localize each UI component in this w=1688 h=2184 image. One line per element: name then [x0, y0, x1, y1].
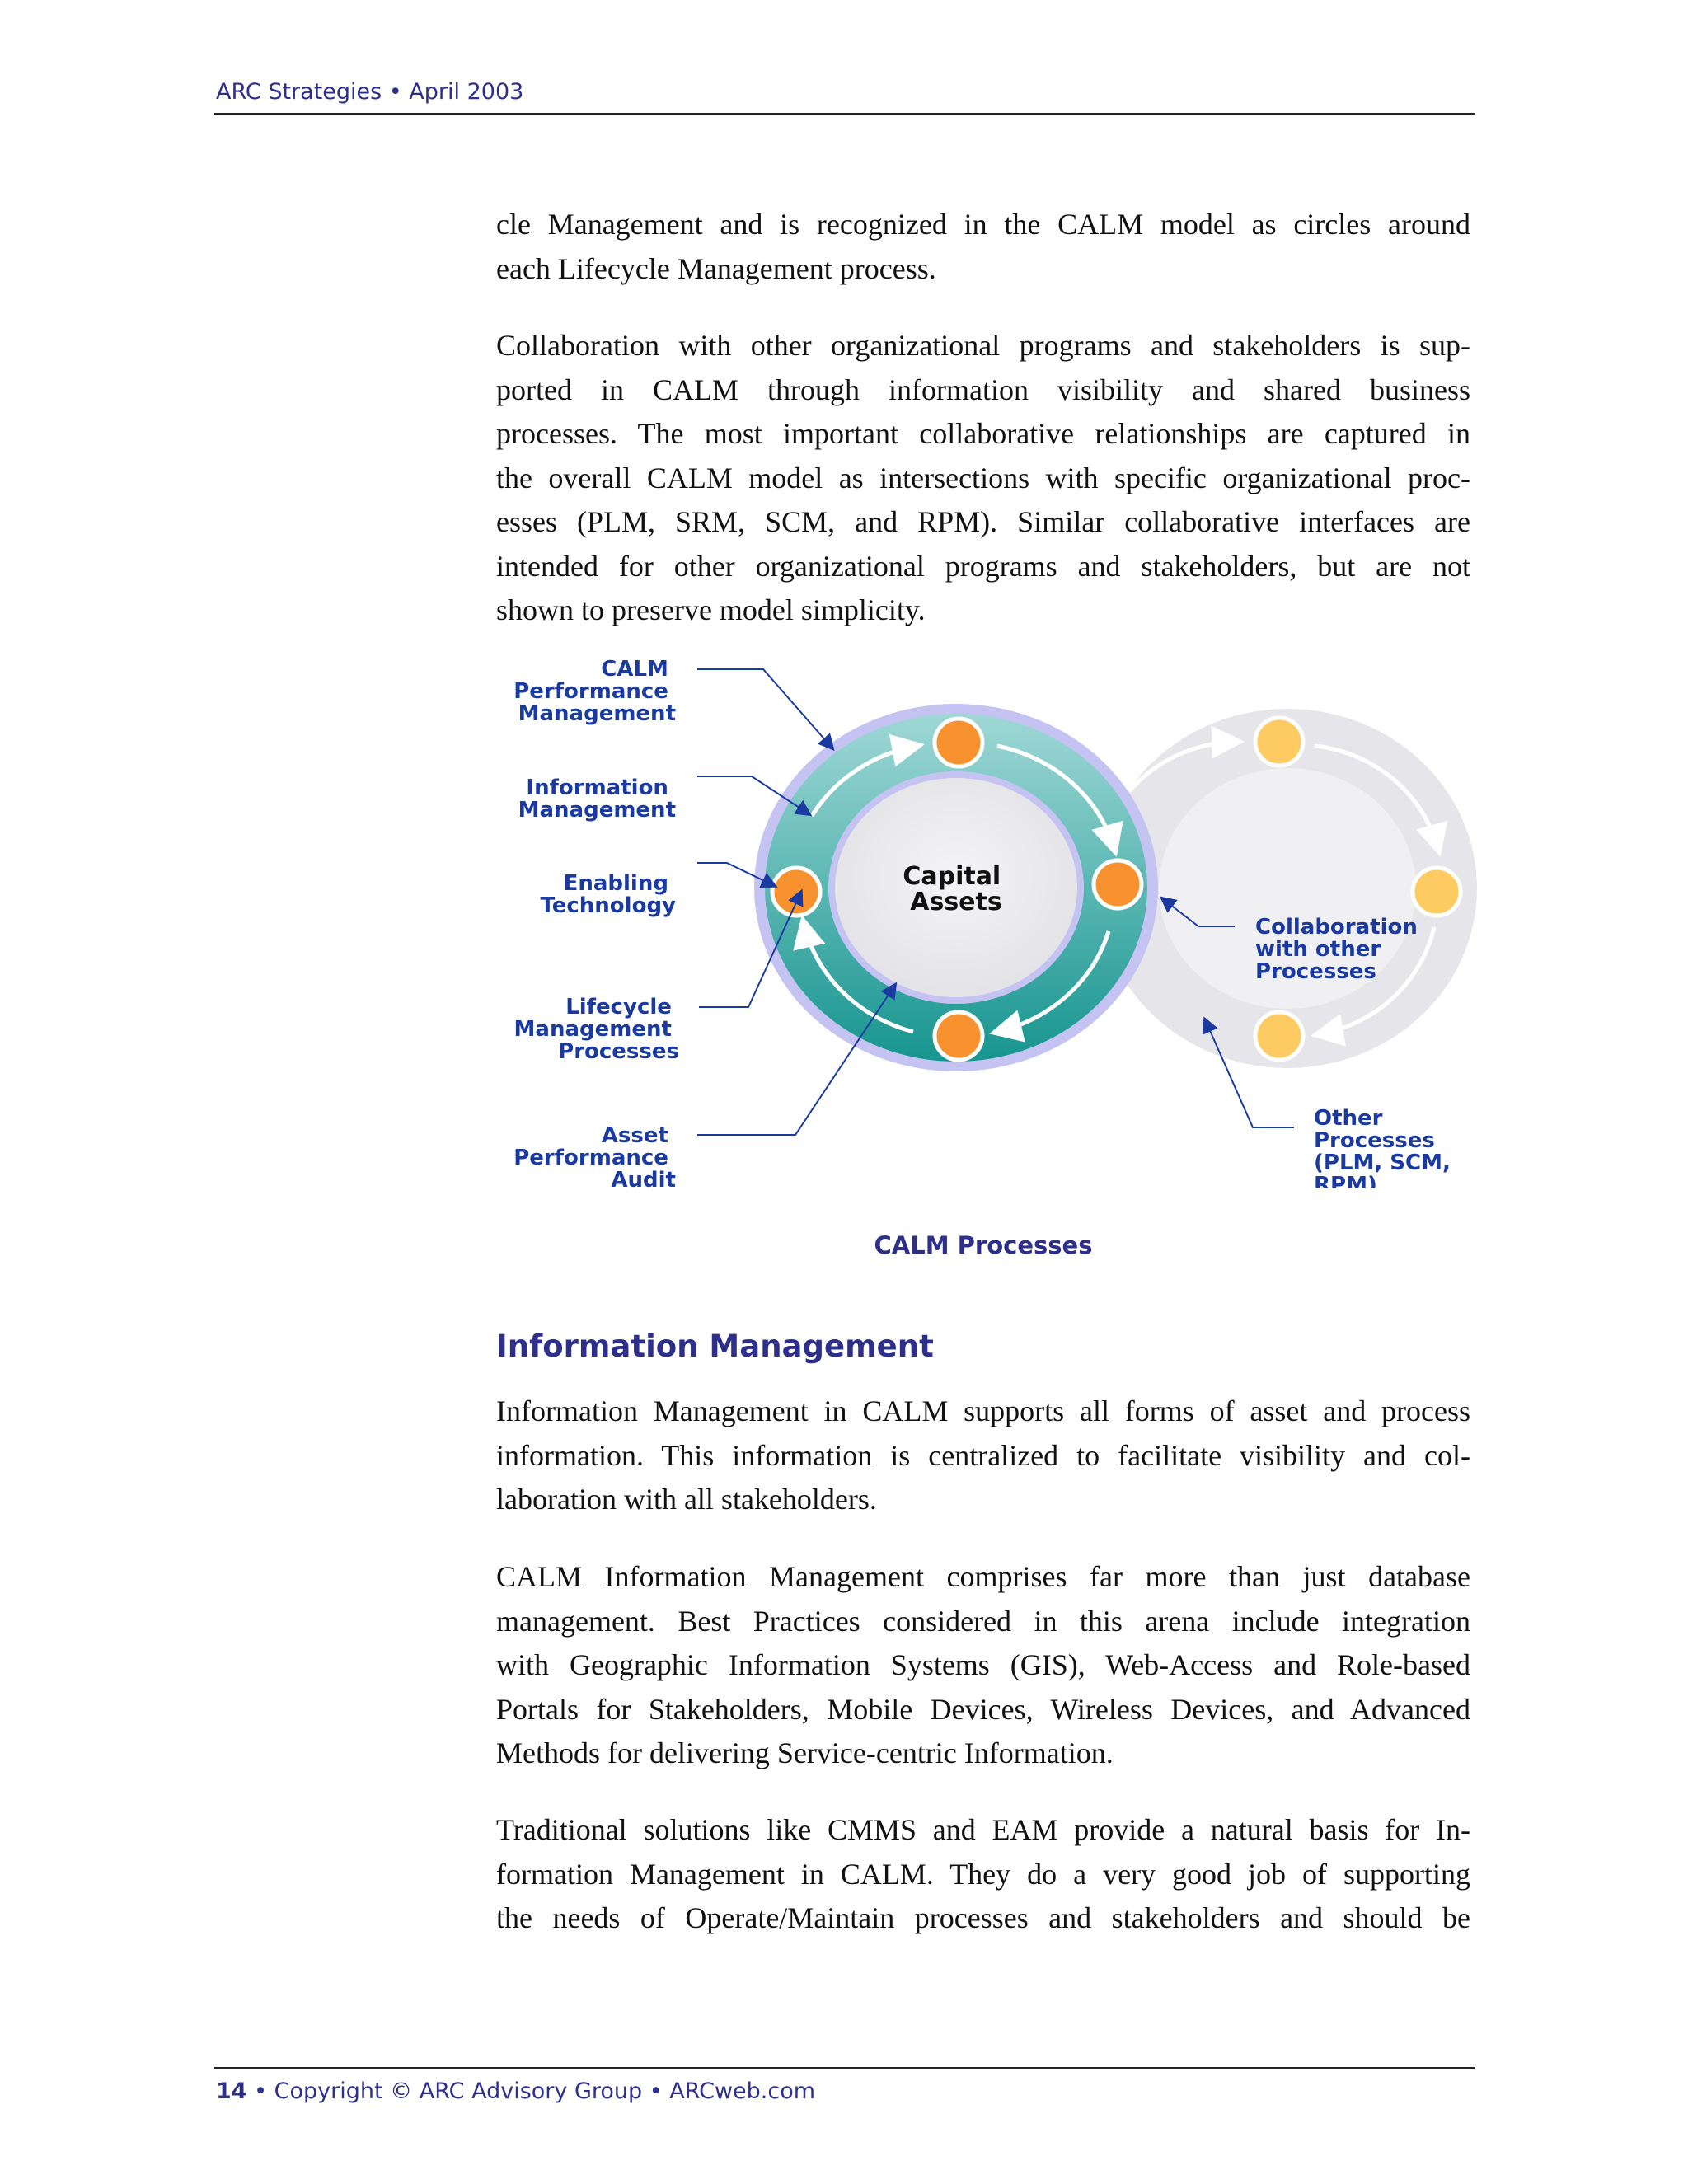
lifecycle-node	[935, 719, 982, 766]
label-enabling-technology: Enabling Technology	[540, 871, 676, 918]
page-footer	[216, 2079, 815, 2104]
para-line: Collaboration with other organizational programs and stakeholders is sup-	[496, 329, 1470, 362]
process-node	[1413, 868, 1461, 916]
para-line: the overall CALM model as intersections with specific organizational proc-	[496, 461, 1470, 494]
para-line: Information Management in CALM supports all forms of asset and process	[496, 1394, 1470, 1427]
calm-main-ring	[754, 704, 1158, 1071]
para-line: Traditional solutions like CMMS and EAM provide a natural basis for In-	[496, 1813, 1470, 1846]
para-line: shown to preserve model simplicity.	[496, 593, 926, 626]
para-line: cle Management and is recognized in the CALM model as circles around	[496, 208, 1470, 241]
label-calm-performance-management: CALM Performance Management	[513, 657, 676, 726]
lifecycle-node	[772, 868, 820, 916]
label-asset-performance-audit: Asset Performance Audit	[513, 1123, 676, 1193]
label-lifecycle-management-processes: Lifecycle Management Processes	[513, 995, 679, 1064]
figure-caption: CALM Processes	[874, 1231, 1093, 1259]
para-line: Methods for delivering Service-centric Information.	[496, 1736, 1114, 1769]
para-line: formation Management in CALM. They do a very good job of supporting	[496, 1857, 1470, 1891]
lifecycle-node	[1094, 860, 1142, 908]
para-line: Portals for Stakeholders, Mobile Devices, Wireless Devices, and Advanced	[496, 1692, 1470, 1726]
para-line: with Geographic Information Systems (GIS), Web-Access and Role-based	[496, 1648, 1470, 1681]
page-number: 14	[216, 2079, 247, 2104]
para-line: laboration with all stakeholders.	[496, 1483, 877, 1516]
para-line: information. This information is centralized to facilitate visibility and col-	[496, 1438, 1470, 1472]
para-line: esses (PLM, SRM, SCM, and RPM). Similar collaborative interfaces are	[496, 505, 1470, 538]
center-label: Capital Assets	[903, 862, 1002, 916]
paragraph-5	[496, 1808, 1470, 1941]
lifecycle-node	[935, 1012, 982, 1060]
footer-copyright: • Copyright © ARC Advisory Group • ARCweb.com	[246, 2079, 816, 2104]
running-header: ARC Strategies • April 2003	[216, 79, 524, 105]
process-node	[1255, 718, 1303, 766]
section-heading: Information Management	[496, 1329, 934, 1364]
label-collaboration: Collaboration with other Processes	[1255, 915, 1418, 984]
other-processes-label-clip	[1314, 1106, 1458, 1197]
para-line: CALM Information Management comprises far more than just database	[496, 1560, 1470, 1593]
para-line: ported in CALM through information visibility and shared business	[496, 373, 1470, 406]
footer-rule	[214, 2067, 1475, 2069]
paragraph-4	[496, 1555, 1470, 1776]
label-other-processes: Other Processes (PLM, SCM, RPM)	[1314, 1106, 1451, 1197]
para-line: processes. The most important collaborative relationships are captured in	[496, 417, 1470, 450]
process-node	[1255, 1012, 1303, 1060]
para-line: the needs of Operate/Maintain processes and stakeholders and should be	[496, 1901, 1470, 1934]
para-line: each Lifecycle Management process.	[496, 251, 936, 285]
para-line: management. Best Practices considered in this arena include integration	[496, 1604, 1470, 1638]
label-information-management: Information Management	[518, 776, 676, 823]
para-line: intended for other organizational programs and stakeholders, but are not	[496, 549, 1470, 583]
paragraph-3	[496, 1390, 1470, 1522]
